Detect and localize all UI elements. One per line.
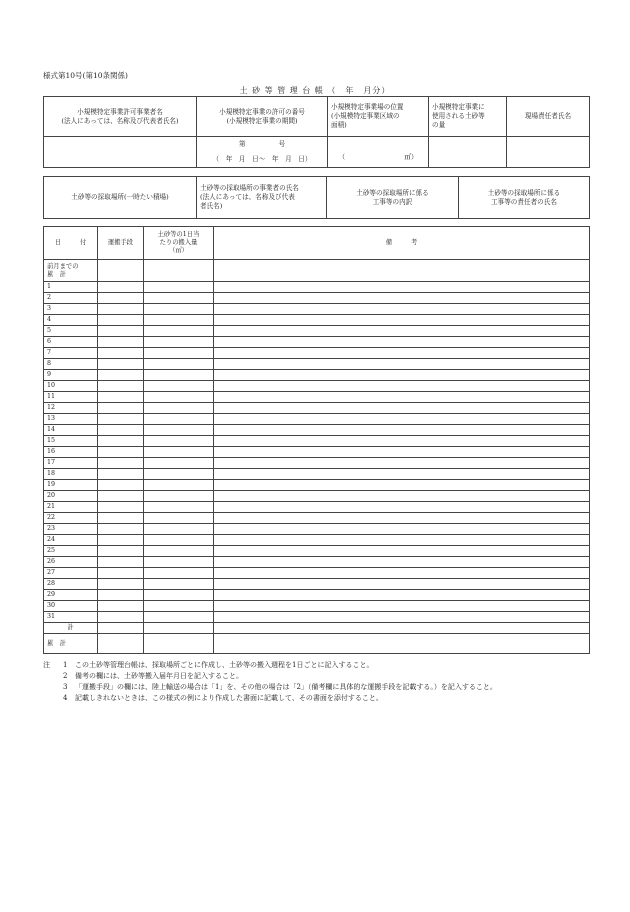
transport-cell[interactable] xyxy=(98,535,144,546)
note-number: 1 xyxy=(63,661,68,669)
table-row xyxy=(44,590,590,601)
transport-cell[interactable] xyxy=(98,458,144,469)
day-number: 10 xyxy=(44,381,98,392)
header-site-manager: 現場責任者氏名 xyxy=(507,97,590,137)
amount-cell[interactable] xyxy=(144,458,214,469)
transport-cell[interactable] xyxy=(98,293,144,304)
table-row xyxy=(44,293,590,304)
amount-cell[interactable] xyxy=(144,557,214,568)
day-number: 15 xyxy=(44,436,98,447)
remarks-cell[interactable] xyxy=(214,513,590,524)
cumulative-label: 累 計 xyxy=(44,634,98,654)
day-number: 28 xyxy=(44,579,98,590)
note-prefix: 注 xyxy=(43,661,50,669)
remarks-cell[interactable] xyxy=(214,381,590,392)
table-row xyxy=(44,480,590,491)
transport-cell[interactable] xyxy=(98,568,144,579)
amount-cell[interactable] xyxy=(144,513,214,524)
transport-cell[interactable] xyxy=(98,392,144,403)
header-permit-holder: 小規模特定事業許可事業者名 (法人にあっては、名称及び代表者氏名) xyxy=(44,97,197,137)
header-permit-number: 小規模特定事業の許可の番号 (小規模特定事業の期間) xyxy=(197,97,328,137)
header-remarks: 備 考 xyxy=(214,227,590,260)
transport-cell[interactable] xyxy=(98,480,144,491)
remarks-cell[interactable] xyxy=(214,557,590,568)
table-row xyxy=(44,381,590,392)
day-number: 18 xyxy=(44,469,98,480)
remarks-cell[interactable] xyxy=(214,370,590,381)
amount-cell[interactable] xyxy=(144,535,214,546)
remarks-cell[interactable] xyxy=(214,337,590,348)
remarks-cell[interactable] xyxy=(214,546,590,557)
table-row xyxy=(44,546,590,557)
remarks-cell[interactable] xyxy=(214,590,590,601)
table-row xyxy=(44,392,590,403)
remarks-cell[interactable] xyxy=(214,315,590,326)
header-source-location: 土砂等の採取場所(一時たい積場) xyxy=(44,177,197,219)
remarks-cell[interactable] xyxy=(214,458,590,469)
remarks-cell[interactable] xyxy=(214,359,590,370)
table-row xyxy=(44,601,590,612)
permit-number-label: 第 号 xyxy=(238,140,286,148)
transport-cell[interactable] xyxy=(98,304,144,315)
cumulative-amount-cell[interactable] xyxy=(144,634,214,654)
note-text: 記載しきれないときは、この様式の例により作成した書面に記載して、その書面を添付すること。 xyxy=(75,694,383,702)
day-number: 22 xyxy=(44,513,98,524)
amount-cell[interactable] xyxy=(144,425,214,436)
remarks-cell[interactable] xyxy=(214,293,590,304)
day-number: 21 xyxy=(44,502,98,513)
transport-cell[interactable] xyxy=(98,436,144,447)
amount-cell[interactable] xyxy=(144,491,214,502)
table-row xyxy=(44,524,590,535)
amount-cell[interactable] xyxy=(144,502,214,513)
transport-cell[interactable] xyxy=(98,447,144,458)
area-label: （ ㎡） xyxy=(338,153,418,161)
amount-cell[interactable] xyxy=(144,579,214,590)
remarks-cell[interactable] xyxy=(214,414,590,425)
notes-section xyxy=(43,660,497,704)
total-amount-cell[interactable] xyxy=(144,623,214,634)
amount-cell[interactable] xyxy=(144,293,214,304)
day-number: 12 xyxy=(44,403,98,414)
form-number-label: 様式第10号(第10条関係) xyxy=(43,71,128,80)
day-number: 8 xyxy=(44,359,98,370)
day-number: 31 xyxy=(44,612,98,623)
cumulative-transport-cell[interactable] xyxy=(98,634,144,654)
remarks-cell[interactable] xyxy=(214,392,590,403)
remarks-cell[interactable] xyxy=(214,425,590,436)
transport-cell[interactable] xyxy=(98,546,144,557)
total-label: 計 xyxy=(44,623,98,634)
day-number: 25 xyxy=(44,546,98,557)
amount-cell[interactable] xyxy=(144,447,214,458)
day-number: 9 xyxy=(44,370,98,381)
day-number: 30 xyxy=(44,601,98,612)
table-row xyxy=(44,535,590,546)
soil-amount-field[interactable] xyxy=(429,137,507,168)
transport-cell[interactable] xyxy=(98,282,144,293)
amount-cell[interactable] xyxy=(144,601,214,612)
remarks-cell[interactable] xyxy=(214,282,590,293)
amount-cell[interactable] xyxy=(144,315,214,326)
transport-cell[interactable] xyxy=(98,502,144,513)
day-number: 14 xyxy=(44,425,98,436)
day-number: 24 xyxy=(44,535,98,546)
amount-cell[interactable] xyxy=(144,370,214,381)
table-row xyxy=(44,513,590,524)
remarks-cell[interactable] xyxy=(214,304,590,315)
remarks-cell[interactable] xyxy=(214,535,590,546)
day-number: 11 xyxy=(44,392,98,403)
remarks-cell[interactable] xyxy=(214,502,590,513)
remarks-cell[interactable] xyxy=(214,579,590,590)
table-row xyxy=(44,315,590,326)
previous-transport-cell[interactable] xyxy=(98,260,144,282)
day-number: 23 xyxy=(44,524,98,535)
transport-cell[interactable] xyxy=(98,315,144,326)
transport-cell[interactable] xyxy=(98,425,144,436)
day-number: 27 xyxy=(44,568,98,579)
header-date: 日 付 xyxy=(44,227,98,260)
amount-cell[interactable] xyxy=(144,359,214,370)
amount-cell[interactable] xyxy=(144,414,214,425)
amount-cell[interactable] xyxy=(144,381,214,392)
note-item xyxy=(43,693,497,704)
table-row xyxy=(44,425,590,436)
amount-cell[interactable] xyxy=(144,282,214,293)
amount-cell[interactable] xyxy=(144,348,214,359)
amount-cell[interactable] xyxy=(144,612,214,623)
table-row xyxy=(44,326,590,337)
remarks-cell[interactable] xyxy=(214,524,590,535)
amount-cell[interactable] xyxy=(144,337,214,348)
transport-cell[interactable] xyxy=(98,414,144,425)
amount-cell[interactable] xyxy=(144,590,214,601)
table-row xyxy=(44,458,590,469)
transport-cell[interactable] xyxy=(98,337,144,348)
transport-cell[interactable] xyxy=(98,557,144,568)
transport-cell[interactable] xyxy=(98,524,144,535)
table-row xyxy=(44,304,590,315)
site-location-field[interactable] xyxy=(328,137,429,168)
transport-cell[interactable] xyxy=(98,491,144,502)
note-number: 3 xyxy=(63,683,68,691)
transport-cell[interactable] xyxy=(98,348,144,359)
note-text: 「運搬手段」の欄には、陸上輸送の場合は「1」を、その他の場合は「2」（備考欄に具体的な運搬手段を記載する。）を記入すること。 xyxy=(75,683,497,691)
note-text: 備考の欄には、土砂等搬入届年月日を記入すること。 xyxy=(75,672,243,680)
business-info-table xyxy=(43,96,590,168)
permit-period-label: （ 年 月 日～ 年 月 日） xyxy=(212,155,312,163)
remarks-cell[interactable] xyxy=(214,447,590,458)
table-row xyxy=(44,370,590,381)
table-row xyxy=(44,359,590,370)
day-number: 5 xyxy=(44,326,98,337)
permit-holder-field[interactable] xyxy=(44,137,197,168)
day-number: 20 xyxy=(44,491,98,502)
note-item xyxy=(43,671,497,682)
daily-log-table xyxy=(43,226,590,654)
table-row xyxy=(44,282,590,293)
note-text: この土砂等管理台帳は、採取場所ごとに作成し、土砂等の搬入週程を1日ごとに記入すること。 xyxy=(75,661,374,669)
site-manager-field[interactable] xyxy=(507,137,590,168)
table-row xyxy=(44,436,590,447)
permit-number-field[interactable] xyxy=(197,137,328,168)
amount-cell[interactable] xyxy=(144,436,214,447)
amount-cell[interactable] xyxy=(144,392,214,403)
amount-cell[interactable] xyxy=(144,469,214,480)
remarks-cell[interactable] xyxy=(214,491,590,502)
day-number: 1 xyxy=(44,282,98,293)
table-row xyxy=(44,414,590,425)
cumulative-remarks-cell[interactable] xyxy=(214,634,590,654)
day-number: 17 xyxy=(44,458,98,469)
transport-cell[interactable] xyxy=(98,469,144,480)
transport-cell[interactable] xyxy=(98,612,144,623)
table-row xyxy=(44,502,590,513)
day-number: 13 xyxy=(44,414,98,425)
remarks-cell[interactable] xyxy=(214,326,590,337)
previous-amount-cell[interactable] xyxy=(144,260,214,282)
day-number: 2 xyxy=(44,293,98,304)
note-number: 2 xyxy=(63,672,68,680)
amount-cell[interactable] xyxy=(144,524,214,535)
header-source-work-manager: 土砂等の採取場所に係る 工事等の責任者の氏名 xyxy=(459,177,590,219)
remarks-cell[interactable] xyxy=(214,612,590,623)
remarks-cell[interactable] xyxy=(214,480,590,491)
header-site-location: 小規模特定事業場の位置 (小規模特定事業区域の 面積) xyxy=(328,97,429,137)
transport-cell[interactable] xyxy=(98,381,144,392)
header-soil-amount: 小規模特定事業に 使用される土砂等 の量 xyxy=(429,97,507,137)
total-transport-cell[interactable] xyxy=(98,623,144,634)
amount-cell[interactable] xyxy=(144,480,214,491)
header-source-operator: 土砂等の採取場所の事業者の氏名 (法人にあっては、名称及び代表 者氏名) xyxy=(197,177,327,219)
note-number: 4 xyxy=(63,694,68,702)
source-info-table xyxy=(43,176,590,219)
remarks-cell[interactable] xyxy=(214,403,590,414)
total-remarks-cell[interactable] xyxy=(214,623,590,634)
table-row xyxy=(44,348,590,359)
table-row xyxy=(44,337,590,348)
header-daily-amount: 土砂等の1日当 たりの搬入量 （㎥） xyxy=(144,227,214,260)
table-row xyxy=(44,568,590,579)
transport-cell[interactable] xyxy=(98,326,144,337)
day-number: 26 xyxy=(44,557,98,568)
transport-cell[interactable] xyxy=(98,579,144,590)
amount-cell[interactable] xyxy=(144,403,214,414)
header-source-work-details: 土砂等の採取場所に係る 工事等の内訳 xyxy=(327,177,459,219)
day-number: 6 xyxy=(44,337,98,348)
day-number: 29 xyxy=(44,590,98,601)
transport-cell[interactable] xyxy=(98,370,144,381)
table-row xyxy=(44,403,590,414)
table-row xyxy=(44,491,590,502)
note-item xyxy=(43,682,497,693)
previous-cumulative-label: 前月までの 累 計 xyxy=(44,260,98,282)
transport-cell[interactable] xyxy=(98,601,144,612)
table-row xyxy=(44,447,590,458)
previous-remarks-cell[interactable] xyxy=(214,260,590,282)
day-number: 7 xyxy=(44,348,98,359)
day-number: 19 xyxy=(44,480,98,491)
amount-cell[interactable] xyxy=(144,568,214,579)
document-title: 土 砂 等 管 理 台 帳 （ 年 月分） xyxy=(239,86,391,95)
transport-cell[interactable] xyxy=(98,403,144,414)
note-item xyxy=(43,660,497,671)
table-row xyxy=(44,469,590,480)
header-transport: 運搬手段 xyxy=(98,227,144,260)
transport-cell[interactable] xyxy=(98,359,144,370)
table-row xyxy=(44,612,590,623)
amount-cell[interactable] xyxy=(144,304,214,315)
day-number: 4 xyxy=(44,315,98,326)
table-row xyxy=(44,579,590,590)
remarks-cell[interactable] xyxy=(214,436,590,447)
transport-cell[interactable] xyxy=(98,513,144,524)
remarks-cell[interactable] xyxy=(214,469,590,480)
day-number: 3 xyxy=(44,304,98,315)
day-number: 16 xyxy=(44,447,98,458)
table-row xyxy=(44,557,590,568)
remarks-cell[interactable] xyxy=(214,348,590,359)
transport-cell[interactable] xyxy=(98,590,144,601)
remarks-cell[interactable] xyxy=(214,601,590,612)
remarks-cell[interactable] xyxy=(214,568,590,579)
amount-cell[interactable] xyxy=(144,326,214,337)
amount-cell[interactable] xyxy=(144,546,214,557)
